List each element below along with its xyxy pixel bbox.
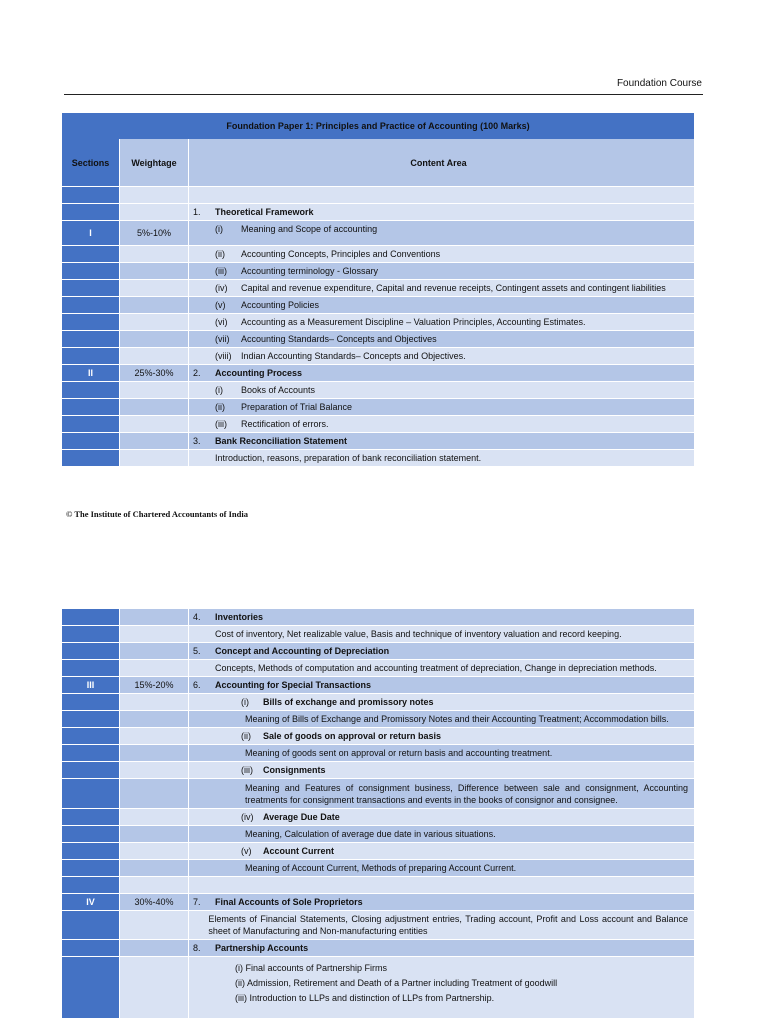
table-row — [62, 762, 694, 779]
item-roman: (vii) — [215, 334, 230, 344]
syllabus-table-2 — [62, 609, 694, 1017]
weightage-cell — [119, 762, 188, 779]
content-cell — [188, 246, 694, 263]
item-roman: (ii) — [215, 249, 225, 259]
content-cell — [188, 314, 694, 331]
item-number: 4. — [193, 612, 201, 622]
header-rule — [64, 94, 703, 95]
item-description: Meaning of goods sent on approval or return basis and accounting treatment. — [245, 748, 553, 758]
weightage-cell — [119, 263, 188, 280]
item-text: Introduction, reasons, preparation of bank reconciliation statement. — [215, 453, 482, 463]
table-row — [62, 331, 694, 348]
table-row — [62, 826, 694, 843]
content-cell — [188, 779, 694, 809]
table-row — [62, 382, 694, 399]
content-cell — [188, 433, 694, 450]
weightage-cell — [119, 643, 188, 660]
weightage-cell — [119, 626, 188, 643]
col-weightage: Weightage — [119, 139, 188, 187]
item-text: Accounting Process — [215, 368, 303, 378]
section-cell: III — [62, 677, 119, 694]
content-cell — [188, 826, 694, 843]
item-roman: (ii) — [215, 402, 225, 412]
weightage-cell: 30%-40% — [119, 894, 188, 911]
weightage-cell — [119, 314, 188, 331]
weightage-cell — [119, 297, 188, 314]
section-cell — [62, 911, 119, 940]
weightage-cell: 25%-30% — [119, 365, 188, 382]
section-cell — [62, 940, 119, 957]
section-cell — [62, 246, 119, 263]
table-row-spacer — [62, 187, 694, 204]
item-number: 1. — [193, 207, 201, 217]
weightage-cell — [119, 280, 188, 297]
content-cell — [188, 694, 694, 711]
weightage-cell — [119, 246, 188, 263]
table-row — [62, 263, 694, 280]
table-row — [62, 297, 694, 314]
weightage-cell — [119, 911, 188, 940]
item-description: Meaning of Account Current, Methods of preparing Account Current. — [245, 863, 517, 873]
table-row — [62, 609, 694, 626]
section-cell — [62, 643, 119, 660]
item-description: Meaning and Features of consignment business, Difference between sale and consignment, Accounting treatments for consignment transactions and events in the books of consignor and consignee. — [245, 782, 688, 805]
item-number: 3. — [193, 436, 201, 446]
content-cell — [188, 660, 694, 677]
item-number: 8. — [193, 943, 201, 953]
table-row — [62, 365, 694, 382]
section-cell — [62, 331, 119, 348]
item-text: Rectification of errors. — [241, 419, 329, 429]
table-row — [62, 221, 694, 246]
item-roman: (vi) — [215, 317, 228, 327]
item-roman: (iv) — [241, 812, 254, 822]
item-roman: (v) — [241, 846, 252, 856]
weightage-cell — [119, 609, 188, 626]
table-row — [62, 280, 694, 297]
item-text: Inventories — [215, 612, 264, 622]
content-cell — [188, 843, 694, 860]
item-roman: (iv) — [215, 283, 228, 293]
section-cell: I — [62, 221, 119, 246]
table-row — [62, 694, 694, 711]
weightage-cell — [119, 826, 188, 843]
section-cell — [62, 280, 119, 297]
item-text: Accounting for Special Transactions — [215, 680, 372, 690]
content-cell — [188, 677, 694, 694]
weightage-cell — [119, 809, 188, 826]
item-text: Concept and Accounting of Depreciation — [215, 646, 390, 656]
content-cell — [188, 940, 694, 957]
section-cell — [62, 297, 119, 314]
table-row — [62, 643, 694, 660]
content-cell — [188, 204, 694, 221]
table-row — [62, 246, 694, 263]
table-row — [62, 894, 694, 911]
weightage-cell — [119, 204, 188, 221]
section-cell — [62, 450, 119, 467]
weightage-cell — [119, 745, 188, 762]
partnership-item: (ii) Admission, Retirement and Death of a Partner including Treatment of goodwill — [235, 978, 558, 988]
table-row — [62, 450, 694, 467]
item-text: Account Current — [263, 846, 335, 856]
section-cell — [62, 626, 119, 643]
table-row — [62, 843, 694, 860]
content-cell — [188, 450, 694, 467]
col-sections: Sections — [62, 139, 119, 187]
table-row — [62, 860, 694, 877]
table-row — [62, 728, 694, 745]
table-row — [62, 660, 694, 677]
weightage-cell — [119, 416, 188, 433]
section-cell — [62, 843, 119, 860]
item-text: Consignments — [263, 765, 326, 775]
weightage-cell — [119, 399, 188, 416]
weightage-cell — [119, 711, 188, 728]
item-text: Bank Reconciliation Statement — [215, 436, 348, 446]
item-text: Sale of goods on approval or return basis — [263, 731, 442, 741]
item-text: Average Due Date — [263, 812, 340, 822]
col-content: Content Area — [188, 139, 694, 187]
table-row — [62, 711, 694, 728]
content-cell — [188, 626, 694, 643]
item-number: 5. — [193, 646, 201, 656]
partnership-item: (iii) Introduction to LLPs and distinction of LLPs from Partnership. — [235, 993, 495, 1003]
section-cell — [62, 694, 119, 711]
content-cell — [188, 297, 694, 314]
weightage-cell — [119, 843, 188, 860]
section-cell — [62, 399, 119, 416]
content-cell — [188, 365, 694, 382]
content-cell — [188, 762, 694, 779]
table-row — [62, 877, 694, 894]
weightage-cell — [119, 779, 188, 809]
item-description: Meaning of Bills of Exchange and Promissory Notes and their Accounting Treatment; Accommodation bills. — [245, 714, 669, 724]
content-cell — [188, 728, 694, 745]
section-cell — [62, 728, 119, 745]
item-text: Accounting Standards– Concepts and Objectives — [241, 334, 437, 344]
weightage-cell — [119, 660, 188, 677]
table-row-partnership-items — [62, 957, 694, 1019]
content-cell — [188, 221, 694, 246]
item-roman: (iii) — [215, 266, 227, 276]
weightage-cell — [119, 940, 188, 957]
item-text: Accounting Concepts, Principles and Conventions — [241, 249, 441, 259]
content-cell — [188, 416, 694, 433]
content-cell — [188, 263, 694, 280]
item-text: Elements of Financial Statements, Closing adjustment entries, Trading account, Profit and Loss account and Balance sheet of Manufacturing and Non-manufacturing entities — [208, 914, 688, 936]
section-cell — [62, 762, 119, 779]
item-text: Bills of exchange and promissory notes — [263, 697, 434, 707]
table-row — [62, 204, 694, 221]
content-cell — [188, 860, 694, 877]
item-number: 2. — [193, 368, 201, 378]
item-roman: (iii) — [241, 765, 253, 775]
item-text: Theoretical Framework — [215, 207, 314, 217]
item-text: Books of Accounts — [241, 385, 316, 395]
content-cell — [188, 399, 694, 416]
section-cell — [62, 745, 119, 762]
item-number: 7. — [193, 897, 201, 907]
table-header-row — [62, 139, 694, 187]
table-row — [62, 314, 694, 331]
item-roman: (i) — [215, 385, 223, 395]
weightage-cell — [119, 382, 188, 399]
section-cell — [62, 416, 119, 433]
section-cell — [62, 433, 119, 450]
table-row — [62, 348, 694, 365]
content-cell — [188, 331, 694, 348]
item-roman: (ii) — [241, 731, 251, 741]
item-number: 6. — [193, 680, 201, 690]
table-row — [62, 399, 694, 416]
section-cell — [62, 204, 119, 221]
item-text: Cost of inventory, Net realizable value, Basis and technique of inventory valuation and record keeping. — [215, 629, 622, 639]
content-cell — [188, 711, 694, 728]
table-row — [62, 626, 694, 643]
weightage-cell — [119, 433, 188, 450]
section-cell — [62, 609, 119, 626]
content-cell — [188, 745, 694, 762]
weightage-cell: 15%-20% — [119, 677, 188, 694]
item-text: Preparation of Trial Balance — [241, 402, 353, 412]
content-cell — [188, 382, 694, 399]
content-cell — [188, 609, 694, 626]
item-text: Accounting terminology - Glossary — [241, 266, 379, 276]
partnership-item: (i) Final accounts of Partnership Firms — [235, 963, 388, 973]
item-description: Meaning, Calculation of average due date in various situations. — [245, 829, 496, 839]
weightage-cell — [119, 860, 188, 877]
section-cell — [62, 809, 119, 826]
content-cell — [188, 877, 694, 894]
weightage-cell: 5%-10% — [119, 221, 188, 246]
weightage-cell — [119, 348, 188, 365]
content-cell — [188, 348, 694, 365]
section-cell — [62, 826, 119, 843]
item-text: Accounting as a Measurement Discipline – Valuation Principles, Accounting Estimates. — [241, 317, 586, 327]
content-cell — [188, 643, 694, 660]
item-roman: (i) — [241, 697, 249, 707]
item-roman: (viii) — [215, 351, 232, 361]
section-cell: IV — [62, 894, 119, 911]
item-text: Final Accounts of Sole Proprietors — [215, 897, 363, 907]
weightage-cell — [119, 450, 188, 467]
syllabus-table-1 — [62, 113, 694, 466]
item-text: Accounting Policies — [241, 300, 320, 310]
content-cell — [188, 894, 694, 911]
table-title: Foundation Paper 1: Principles and Practice of Accounting (100 Marks) — [62, 113, 694, 139]
section-cell — [62, 382, 119, 399]
section-cell — [62, 779, 119, 809]
table-row — [62, 911, 694, 940]
table-row — [62, 940, 694, 957]
table-row — [62, 416, 694, 433]
section-cell — [62, 348, 119, 365]
section-cell — [62, 711, 119, 728]
section-cell — [62, 314, 119, 331]
copyright-footer: © The Institute of Chartered Accountants of India — [66, 509, 248, 519]
running-header: Foundation Course — [616, 78, 702, 89]
content-cell — [188, 280, 694, 297]
content-cell — [188, 911, 694, 940]
section-cell — [62, 860, 119, 877]
item-text: Meaning and Scope of accounting — [241, 224, 378, 234]
section-cell — [62, 263, 119, 280]
weightage-cell — [119, 331, 188, 348]
item-roman: (v) — [215, 300, 226, 310]
section-cell — [62, 877, 119, 894]
item-text: Concepts, Methods of computation and accounting treatment of depreciation, Change in depreciation methods. — [215, 663, 657, 673]
item-text: Capital and revenue expenditure, Capital and revenue receipts, Contingent assets and contingent liabilities — [241, 283, 666, 293]
item-roman: (i) — [215, 224, 223, 234]
table-row — [62, 677, 694, 694]
table-row — [62, 779, 694, 809]
item-text: Indian Accounting Standards– Concepts and Objectives. — [241, 351, 466, 361]
section-cell — [62, 660, 119, 677]
table-row — [62, 809, 694, 826]
table-row — [62, 433, 694, 450]
weightage-cell — [119, 728, 188, 745]
table-row — [62, 745, 694, 762]
item-roman: (iii) — [215, 419, 227, 429]
weightage-cell — [119, 877, 188, 894]
item-text: Partnership Accounts — [215, 943, 309, 953]
content-cell — [188, 809, 694, 826]
section-cell: II — [62, 365, 119, 382]
weightage-cell — [119, 694, 188, 711]
